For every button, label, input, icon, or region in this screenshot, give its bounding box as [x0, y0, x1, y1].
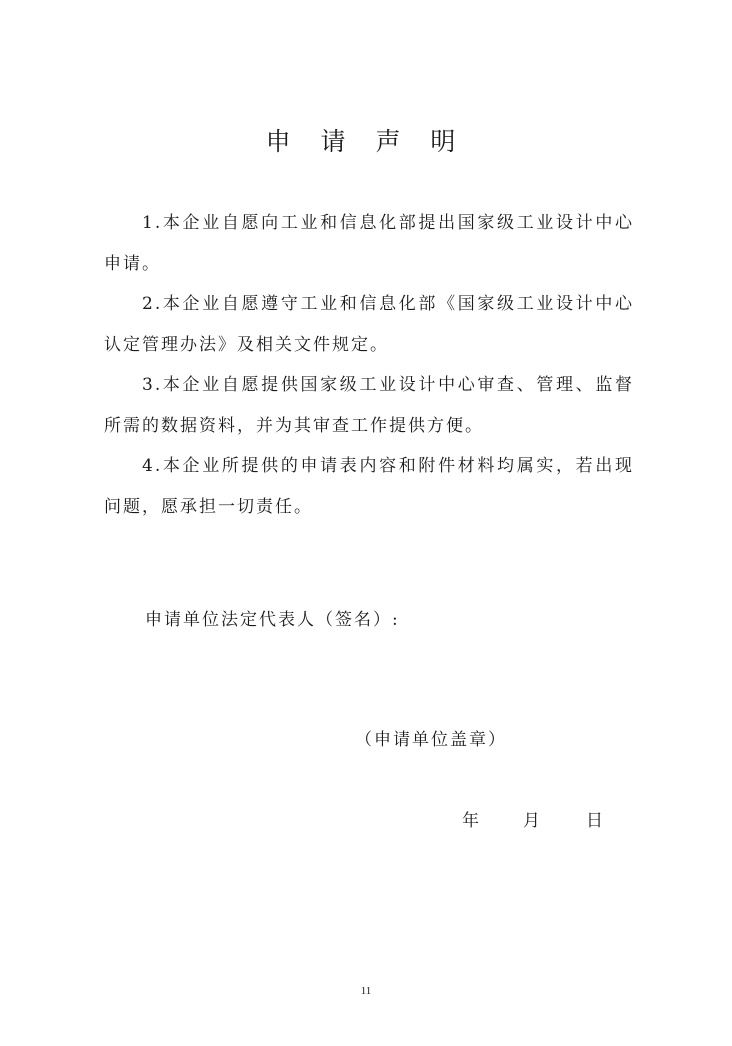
- date-year-label: 年: [462, 811, 479, 831]
- declaration-item-3: 3.本企业自愿提供国家级工业设计中心审查、管理、监督所需的数据资料，并为其审查工作提供方便。: [104, 375, 634, 436]
- page-title: 申 请 声 明: [265, 127, 467, 156]
- signature-label: 申请单位法定代表人（签名）:: [145, 610, 400, 630]
- declaration-item-1: 1.本企业自愿向工业和信息化部提出国家级工业设计中心申请。: [104, 213, 634, 274]
- declaration-item-2: 2.本企业自愿遵守工业和信息化部《国家级工业设计中心认定管理办法》及相关文件规定。: [104, 294, 634, 355]
- page-number: 11: [360, 985, 372, 997]
- seal-label: （申请单位盖章）: [355, 730, 507, 750]
- declaration-item-4: 4.本企业所提供的申请表内容和附件材料均属实，若出现问题，愿承担一切责任。: [104, 456, 634, 517]
- declaration-body: [104, 203, 634, 527]
- date-day-label: 日: [586, 811, 603, 831]
- date-line: [462, 806, 603, 831]
- date-month-label: 月: [523, 811, 540, 831]
